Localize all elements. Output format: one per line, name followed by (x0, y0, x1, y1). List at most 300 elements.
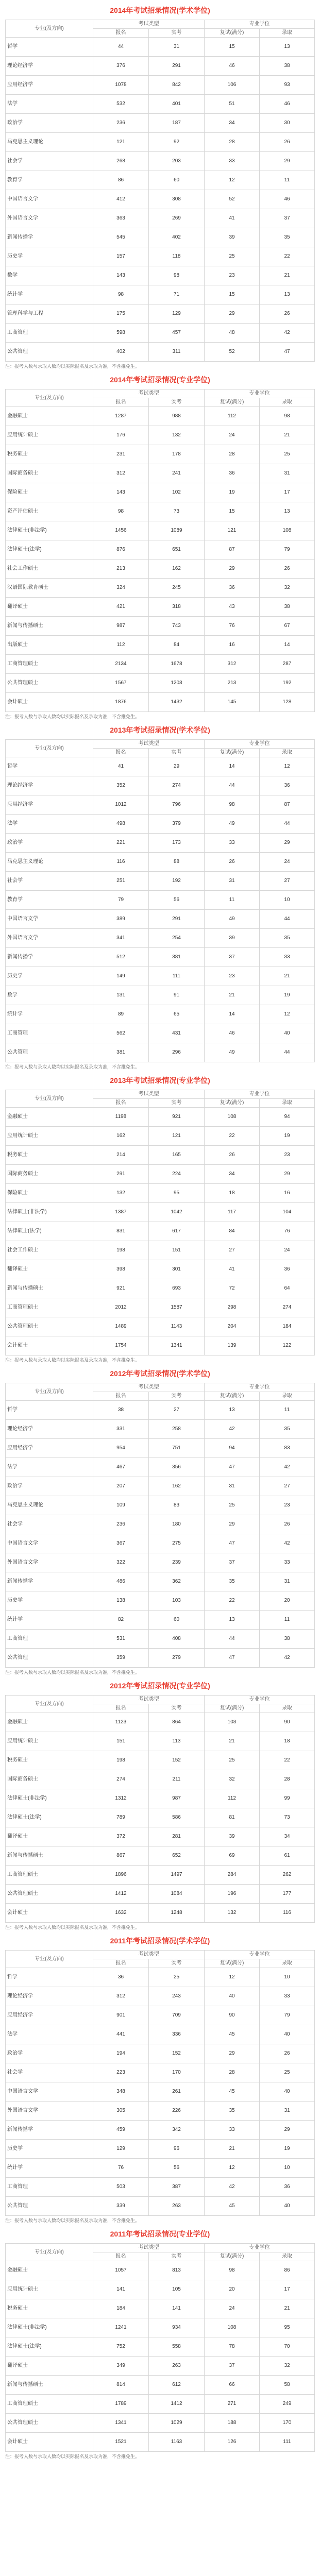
major-cell: 工商管理硕士 (6, 2395, 93, 2414)
value-cell: 116 (260, 1904, 315, 1923)
value-cell: 532 (93, 95, 149, 114)
major-cell: 工商管理 (6, 324, 93, 343)
table-row (6, 2025, 315, 2044)
value-cell: 73 (149, 502, 205, 521)
major-cell: 新闻传播学 (6, 2121, 93, 2140)
value-cell: 934 (149, 2318, 205, 2337)
value-cell: 2134 (93, 655, 149, 674)
table-row (6, 1732, 315, 1751)
value-cell: 363 (93, 209, 149, 228)
value-cell: 22 (260, 247, 315, 266)
major-cell: 翻译硕士 (6, 1827, 93, 1846)
value-cell: 1042 (149, 1203, 205, 1222)
value-cell: 122 (260, 1336, 315, 1355)
header-sub: 录取 (260, 1704, 315, 1713)
header-sub: 录取 (260, 398, 315, 407)
table-row (6, 190, 315, 209)
major-cell: 统计学 (6, 285, 93, 304)
admission-table (5, 20, 315, 362)
value-cell: 387 (149, 2178, 205, 2197)
header-major: 专业(及方向) (6, 740, 93, 757)
value-cell: 49 (205, 815, 260, 834)
value-cell: 263 (149, 2357, 205, 2376)
table-row (6, 1885, 315, 1904)
value-cell: 21 (205, 1732, 260, 1751)
table-row (6, 2044, 315, 2063)
table-row (6, 2337, 315, 2357)
value-cell: 214 (93, 1146, 149, 1165)
header-sub: 录取 (260, 1392, 315, 1401)
major-cell: 应用统计硕士 (6, 1732, 93, 1751)
value-cell: 40 (260, 2025, 315, 2044)
value-cell: 813 (149, 2261, 205, 2280)
value-cell: 291 (149, 910, 205, 929)
value-cell: 359 (93, 1649, 149, 1668)
value-cell: 412 (93, 190, 149, 209)
value-cell: 48 (205, 324, 260, 343)
section-title: 2011年考试招录情况(专业学位) (110, 2230, 210, 2238)
header-sub: 录取 (260, 1099, 315, 1108)
table-row (6, 1005, 315, 1024)
value-cell: 1876 (93, 693, 149, 712)
value-cell: 170 (149, 2063, 205, 2082)
value-cell: 1089 (149, 521, 205, 540)
value-cell: 84 (149, 636, 205, 655)
header-sub: 录取 (260, 2252, 315, 2261)
table-row (6, 1611, 315, 1630)
table-row (6, 1846, 315, 1866)
major-cell: 新闻与传播硕士 (6, 1279, 93, 1298)
value-cell: 132 (205, 1904, 260, 1923)
value-cell: 47 (205, 1649, 260, 1668)
value-cell: 108 (260, 521, 315, 540)
value-cell: 441 (93, 2025, 149, 2044)
value-cell: 149 (93, 967, 149, 986)
value-cell: 279 (149, 1649, 205, 1668)
value-cell: 33 (205, 2121, 260, 2140)
value-cell: 25 (260, 445, 315, 464)
value-cell: 129 (149, 304, 205, 324)
value-cell: 112 (205, 1789, 260, 1808)
value-cell: 83 (260, 1439, 315, 1458)
value-cell: 954 (93, 1439, 149, 1458)
major-cell: 马克思主义理论 (6, 853, 93, 872)
value-cell: 151 (93, 1732, 149, 1751)
value-cell: 14 (260, 636, 315, 655)
table-row (6, 967, 315, 986)
value-cell: 1896 (93, 1866, 149, 1885)
value-cell: 118 (149, 247, 205, 266)
section-title: 2013年考试招录情况(专业学位) (110, 1076, 210, 1084)
value-cell: 31 (260, 1572, 315, 1591)
header-major: 专业(及方向) (6, 1696, 93, 1713)
value-cell: 298 (205, 1298, 260, 1317)
table-row (6, 1458, 315, 1477)
table-note: 注：报考人数与录取人数均以实际报名及录取为准，不含推免生。 (5, 2218, 140, 2223)
value-cell: 26 (205, 853, 260, 872)
value-cell: 274 (93, 1770, 149, 1789)
value-cell: 24 (260, 853, 315, 872)
value-cell: 19 (260, 986, 315, 1005)
value-cell: 1287 (93, 407, 149, 426)
value-cell: 46 (260, 190, 315, 209)
value-cell: 86 (93, 171, 149, 190)
value-cell: 987 (93, 617, 149, 636)
value-cell: 47 (260, 343, 315, 362)
header-group-exam: 考试类型 (93, 1951, 205, 1959)
value-cell: 44 (205, 776, 260, 795)
value-cell: 178 (149, 445, 205, 464)
value-cell: 98 (205, 795, 260, 815)
header-group-degree: 专业学位 (205, 1090, 315, 1099)
major-cell: 数学 (6, 266, 93, 285)
major-cell: 新闻传播学 (6, 228, 93, 247)
table-row (6, 266, 315, 285)
value-cell: 175 (93, 304, 149, 324)
major-cell: 工商管理硕士 (6, 1866, 93, 1885)
value-cell: 38 (260, 598, 315, 617)
table-row (6, 152, 315, 171)
major-cell: 应用经济学 (6, 1439, 93, 1458)
value-cell: 224 (149, 1165, 205, 1184)
header-sub: 报名 (93, 1392, 149, 1401)
value-cell: 268 (93, 152, 149, 171)
value-cell: 16 (205, 636, 260, 655)
table-row (6, 171, 315, 190)
value-cell: 81 (205, 1808, 260, 1827)
value-cell: 381 (93, 1043, 149, 1062)
value-cell: 1632 (93, 1904, 149, 1923)
value-cell: 29 (260, 152, 315, 171)
value-cell: 381 (149, 948, 205, 967)
major-cell: 新闻传播学 (6, 948, 93, 967)
value-cell: 64 (260, 1279, 315, 1298)
major-cell: 会计硕士 (6, 2433, 93, 2452)
value-cell: 36 (260, 2178, 315, 2197)
value-cell: 121 (205, 521, 260, 540)
value-cell: 1248 (149, 1904, 205, 1923)
table-row (6, 464, 315, 483)
value-cell: 1754 (93, 1336, 149, 1355)
value-cell: 180 (149, 1515, 205, 1534)
value-cell: 145 (205, 693, 260, 712)
value-cell: 82 (93, 1611, 149, 1630)
value-cell: 113 (149, 1732, 205, 1751)
section-title: 2011年考试招录情况(学术学位) (110, 1937, 210, 1945)
value-cell: 38 (260, 1630, 315, 1649)
value-cell: 789 (93, 1808, 149, 1827)
value-cell: 1497 (149, 1866, 205, 1885)
value-cell: 67 (260, 617, 315, 636)
value-cell: 312 (93, 1987, 149, 2006)
table-row (6, 76, 315, 95)
table-row (6, 2140, 315, 2159)
table-row (6, 1866, 315, 1885)
value-cell: 96 (149, 2140, 205, 2159)
table-row (6, 1420, 315, 1439)
value-cell: 586 (149, 1808, 205, 1827)
value-cell: 271 (205, 2395, 260, 2414)
header-major: 专业(及方向) (6, 2244, 93, 2261)
value-cell: 76 (260, 1222, 315, 1241)
value-cell: 23 (260, 1146, 315, 1165)
table-row (6, 95, 315, 114)
value-cell: 32 (260, 2357, 315, 2376)
value-cell: 132 (93, 1184, 149, 1203)
value-cell: 99 (260, 1789, 315, 1808)
value-cell: 1587 (149, 1298, 205, 1317)
major-cell: 工商管理硕士 (6, 1298, 93, 1317)
value-cell: 287 (260, 655, 315, 674)
header-group-exam: 考试类型 (93, 1090, 205, 1099)
value-cell: 617 (149, 1222, 205, 1241)
table-row (6, 114, 315, 133)
major-cell: 资产评估硕士 (6, 502, 93, 521)
major-cell: 税务硕士 (6, 2299, 93, 2318)
table-row (6, 2178, 315, 2197)
value-cell: 231 (93, 445, 149, 464)
value-cell: 46 (260, 95, 315, 114)
table-row (6, 1713, 315, 1732)
value-cell: 1029 (149, 2414, 205, 2433)
value-cell: 26 (205, 1146, 260, 1165)
value-cell: 25 (205, 1751, 260, 1770)
major-cell: 法律硕士(法学) (6, 540, 93, 560)
table-row (6, 1146, 315, 1165)
value-cell: 28 (205, 445, 260, 464)
value-cell: 51 (205, 95, 260, 114)
major-cell: 统计学 (6, 1005, 93, 1024)
value-cell: 1012 (93, 795, 149, 815)
table-note: 注：报考人数与录取人数均以实际报名及录取为准，不含推免生。 (5, 1358, 140, 1363)
major-cell: 公共管理硕士 (6, 2414, 93, 2433)
value-cell: 204 (205, 1317, 260, 1336)
value-cell: 467 (93, 1458, 149, 1477)
value-cell: 187 (149, 114, 205, 133)
value-cell: 21 (205, 2140, 260, 2159)
value-cell: 24 (260, 1241, 315, 1260)
section-title: 2014年考试招录情况(学术学位) (110, 6, 210, 14)
major-cell: 理论经济学 (6, 776, 93, 795)
value-cell: 486 (93, 1572, 149, 1591)
value-cell: 26 (260, 560, 315, 579)
major-cell: 政治学 (6, 834, 93, 853)
major-cell: 历史学 (6, 967, 93, 986)
value-cell: 21 (260, 2299, 315, 2318)
header-sub: 复试(满分) (205, 1704, 260, 1713)
value-cell: 111 (260, 2433, 315, 2452)
value-cell: 281 (149, 1827, 205, 1846)
value-cell: 752 (93, 2337, 149, 2357)
value-cell: 251 (93, 872, 149, 891)
value-cell: 11 (260, 1401, 315, 1420)
value-cell: 33 (205, 834, 260, 853)
table-row (6, 324, 315, 343)
value-cell: 1241 (93, 2318, 149, 2337)
major-cell: 新闻传播学 (6, 1572, 93, 1591)
header-sub: 复试(满分) (205, 749, 260, 757)
table-row (6, 2357, 315, 2376)
value-cell: 29 (260, 834, 315, 853)
value-cell: 196 (205, 1885, 260, 1904)
value-cell: 17 (260, 483, 315, 502)
table-row (6, 285, 315, 304)
major-cell: 工商管理 (6, 2178, 93, 2197)
value-cell: 15 (205, 502, 260, 521)
value-cell: 457 (149, 324, 205, 343)
value-cell: 126 (205, 2433, 260, 2452)
value-cell: 27 (260, 872, 315, 891)
value-cell: 31 (205, 1477, 260, 1496)
value-cell: 152 (149, 2044, 205, 2063)
major-cell: 应用经济学 (6, 2006, 93, 2025)
value-cell: 341 (93, 929, 149, 948)
value-cell: 42 (205, 2178, 260, 2197)
major-cell: 税务硕士 (6, 1751, 93, 1770)
header-sub: 录取 (260, 29, 315, 38)
value-cell: 20 (260, 1591, 315, 1611)
value-cell: 652 (149, 1846, 205, 1866)
header-sub: 实考 (149, 1392, 205, 1401)
value-cell: 71 (149, 285, 205, 304)
table-row (6, 1751, 315, 1770)
value-cell: 12 (260, 757, 315, 776)
value-cell: 362 (149, 1572, 205, 1591)
value-cell: 22 (205, 1591, 260, 1611)
major-cell: 法律硕士(非法学) (6, 2318, 93, 2337)
value-cell: 207 (93, 1477, 149, 1496)
table-row (6, 1515, 315, 1534)
value-cell: 46 (205, 57, 260, 76)
value-cell: 165 (149, 1146, 205, 1165)
value-cell: 102 (149, 483, 205, 502)
value-cell: 21 (260, 967, 315, 986)
table-row (6, 407, 315, 426)
value-cell: 79 (260, 540, 315, 560)
value-cell: 198 (93, 1751, 149, 1770)
value-cell: 26 (260, 1515, 315, 1534)
table-row (6, 1591, 315, 1611)
value-cell: 39 (205, 929, 260, 948)
section-title: 2013年考试招录情况(学术学位) (110, 726, 210, 734)
major-cell: 外国语言文学 (6, 2102, 93, 2121)
value-cell: 352 (93, 776, 149, 795)
value-cell: 842 (149, 76, 205, 95)
value-cell: 318 (149, 598, 205, 617)
value-cell: 94 (260, 1108, 315, 1127)
value-cell: 261 (149, 2082, 205, 2102)
value-cell: 651 (149, 540, 205, 560)
value-cell: 35 (260, 228, 315, 247)
value-cell: 1789 (93, 2395, 149, 2414)
value-cell: 37 (205, 2357, 260, 2376)
value-cell: 90 (205, 2006, 260, 2025)
value-cell: 93 (260, 76, 315, 95)
value-cell: 693 (149, 1279, 205, 1298)
header-group-exam: 考试类型 (93, 740, 205, 749)
value-cell: 402 (149, 228, 205, 247)
table-row (6, 2280, 315, 2299)
header-group-degree: 专业学位 (205, 1383, 315, 1392)
value-cell: 531 (93, 1630, 149, 1649)
value-cell: 30 (260, 114, 315, 133)
value-cell: 221 (93, 834, 149, 853)
table-row (6, 426, 315, 445)
table-row (6, 1496, 315, 1515)
header-sub: 复试(满分) (205, 1392, 260, 1401)
major-cell: 税务硕士 (6, 445, 93, 464)
value-cell: 21 (260, 266, 315, 285)
header-major: 专业(及方向) (6, 1951, 93, 1968)
major-cell: 法律硕士(非法学) (6, 521, 93, 540)
major-cell: 社会工作硕士 (6, 1241, 93, 1260)
header-sub: 复试(满分) (205, 1959, 260, 1968)
table-row (6, 2261, 315, 2280)
value-cell: 95 (149, 1184, 205, 1203)
value-cell: 98 (260, 407, 315, 426)
header-sub: 实考 (149, 749, 205, 757)
major-cell: 保险硕士 (6, 483, 93, 502)
major-cell: 金融硕士 (6, 1713, 93, 1732)
table-row (6, 38, 315, 57)
value-cell: 95 (260, 2318, 315, 2337)
table-note: 注：报考人数与录取人数均以实际报名及录取为准，不含推免生。 (5, 714, 140, 719)
major-cell: 哲学 (6, 757, 93, 776)
value-cell: 34 (205, 114, 260, 133)
value-cell: 322 (93, 1553, 149, 1572)
value-cell: 177 (260, 1885, 315, 1904)
value-cell: 311 (149, 343, 205, 362)
table-row (6, 929, 315, 948)
header-major: 专业(及方向) (6, 389, 93, 407)
value-cell: 76 (93, 2159, 149, 2178)
header-sub: 实考 (149, 398, 205, 407)
major-cell: 中国语言文学 (6, 1534, 93, 1553)
header-sub: 报名 (93, 29, 149, 38)
value-cell: 27 (260, 1477, 315, 1496)
major-cell: 新闻与传播硕士 (6, 617, 93, 636)
value-cell: 28 (260, 1770, 315, 1789)
value-cell: 743 (149, 617, 205, 636)
value-cell: 141 (93, 2280, 149, 2299)
table-row (6, 2197, 315, 2216)
value-cell: 45 (205, 2197, 260, 2216)
value-cell: 40 (260, 1024, 315, 1043)
value-cell: 40 (260, 2082, 315, 2102)
table-row (6, 1968, 315, 1987)
value-cell: 29 (205, 1515, 260, 1534)
value-cell: 173 (149, 834, 205, 853)
major-cell: 国际商务硕士 (6, 464, 93, 483)
table-row (6, 560, 315, 579)
table-row (6, 2414, 315, 2433)
value-cell: 421 (93, 598, 149, 617)
value-cell: 18 (260, 1732, 315, 1751)
value-cell: 1163 (149, 2433, 205, 2452)
table-row (6, 1203, 315, 1222)
value-cell: 876 (93, 540, 149, 560)
value-cell: 60 (149, 171, 205, 190)
value-cell: 36 (260, 776, 315, 795)
header-group-exam: 考试类型 (93, 389, 205, 398)
major-cell: 历史学 (6, 247, 93, 266)
table-row (6, 445, 315, 464)
table-row (6, 693, 315, 712)
value-cell: 84 (205, 1222, 260, 1241)
value-cell: 33 (260, 1553, 315, 1572)
major-cell: 翻译硕士 (6, 1260, 93, 1279)
value-cell: 87 (260, 795, 315, 815)
